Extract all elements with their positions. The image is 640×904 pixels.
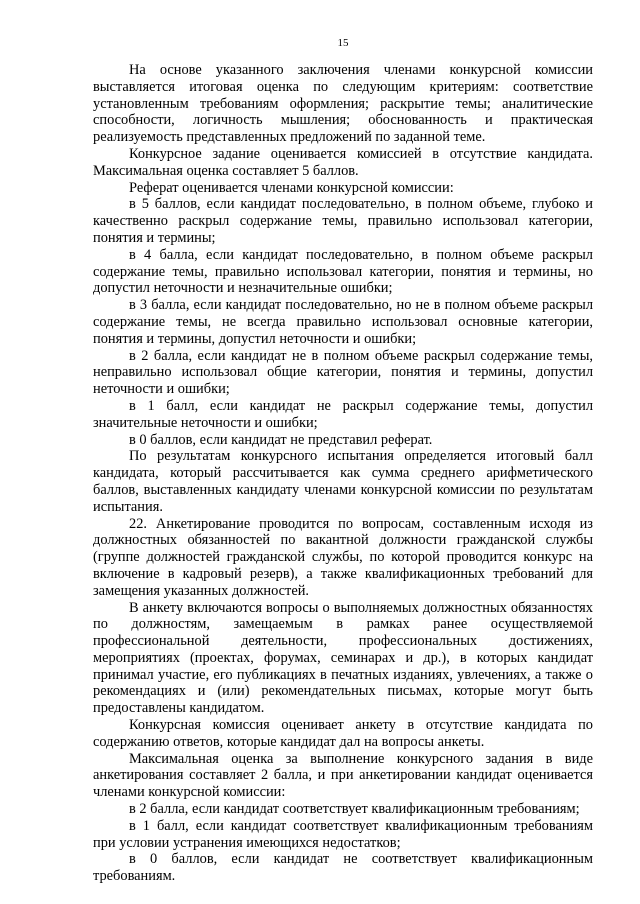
paragraph: Максимальная оценка за выполнение конкурсного задания в виде анкетирования составляет 2 балла, и при анкетировании кандидат оценивается членами конкурсной комиссии: [93, 750, 593, 801]
paragraph: Конкурсное задание оценивается комиссией в отсутствие кандидата. Максимальная оценка составляет 5 баллов. [93, 145, 593, 179]
paragraph: На основе указанного заключения членами конкурсной комиссии выставляется итоговая оценка по следующим критериям: соответствие установленным требованиям оформления; раскрытие темы; аналитические способности, логичность мышления; обоснованность и практическая реализуемость представленных предложений по заданной теме. [93, 62, 593, 146]
paragraph: в 4 балла, если кандидат последовательно, в полном объеме раскрыл содержание темы, правильно использовал категории, понятия и термины, но допустил неточности и незначительные ошибки; [93, 246, 593, 297]
paragraph: в 5 баллов, если кандидат последовательно, в полном объеме, глубоко и качественно раскрыл содержание темы, правильно использовал категории, понятия и термины; [93, 196, 593, 246]
paragraph: По результатам конкурсного испытания определяется итоговый балл кандидата, который рассчитывается как сумма среднего арифметического баллов, выставленных кандидату членами конкурсной комиссии по результатам испытания. [93, 448, 593, 515]
paragraph: Реферат оценивается членами конкурсной комиссии: [129, 179, 454, 196]
paragraph: в 2 балла, если кандидат соответствует квалификационным требованиям; [129, 801, 580, 818]
paragraph: 22. Анкетирование проводится по вопросам, составленным исходя из должностных обязанностей по вакантной должности гражданской службы (группе должностей гражданской службы, по которой проводится конкурс на включение в кадровый резерв), а также квалификационных требований для замещения указанных должностей. [93, 515, 593, 599]
paragraph: в 0 баллов, если кандидат не соответствует квалификационным требованиям. [93, 851, 593, 885]
page-number: 15 [337, 37, 349, 49]
paragraph: в 0 баллов, если кандидат не представил реферат. [129, 431, 433, 448]
paragraph: в 1 балл, если кандидат не раскрыл содержание темы, допустил значительные неточности и ошибки; [93, 397, 593, 431]
document-body [93, 62, 593, 885]
paragraph: В анкету включаются вопросы о выполняемых должностных обязанностях по должностям, замещаемым в рамках ранее осуществляемой профессиональной деятельности, профессиональных достижениях, мероприятиях (проектах, форумах, семинарах и др.), в которых кандидат принимал участие, его публикациях в печатных изданиях, увлечениях, а также о рекомендациях и (или) рекомендательных письмах, которые могут быть предоставлены кандидатом. [93, 599, 593, 717]
paragraph: в 3 балла, если кандидат последовательно, но не в полном объеме раскрыл содержание темы, не всегда правильно использовал основные категории, понятия и термины, допустил неточности и ошибки; [93, 297, 593, 347]
paragraph: Конкурсная комиссия оценивает анкету в отсутствие кандидата по содержанию ответов, которые кандидат дал на вопросы анкеты. [93, 717, 593, 750]
paragraph: в 2 балла, если кандидат не в полном объеме раскрыл содержание темы, неправильно использовал общие категории, понятия и термины, допустил неточности и ошибки; [93, 347, 593, 398]
paragraph: в 1 балл, если кандидат соответствует квалификационным требованиям при условии устранения имеющихся недостатков; [93, 817, 593, 851]
